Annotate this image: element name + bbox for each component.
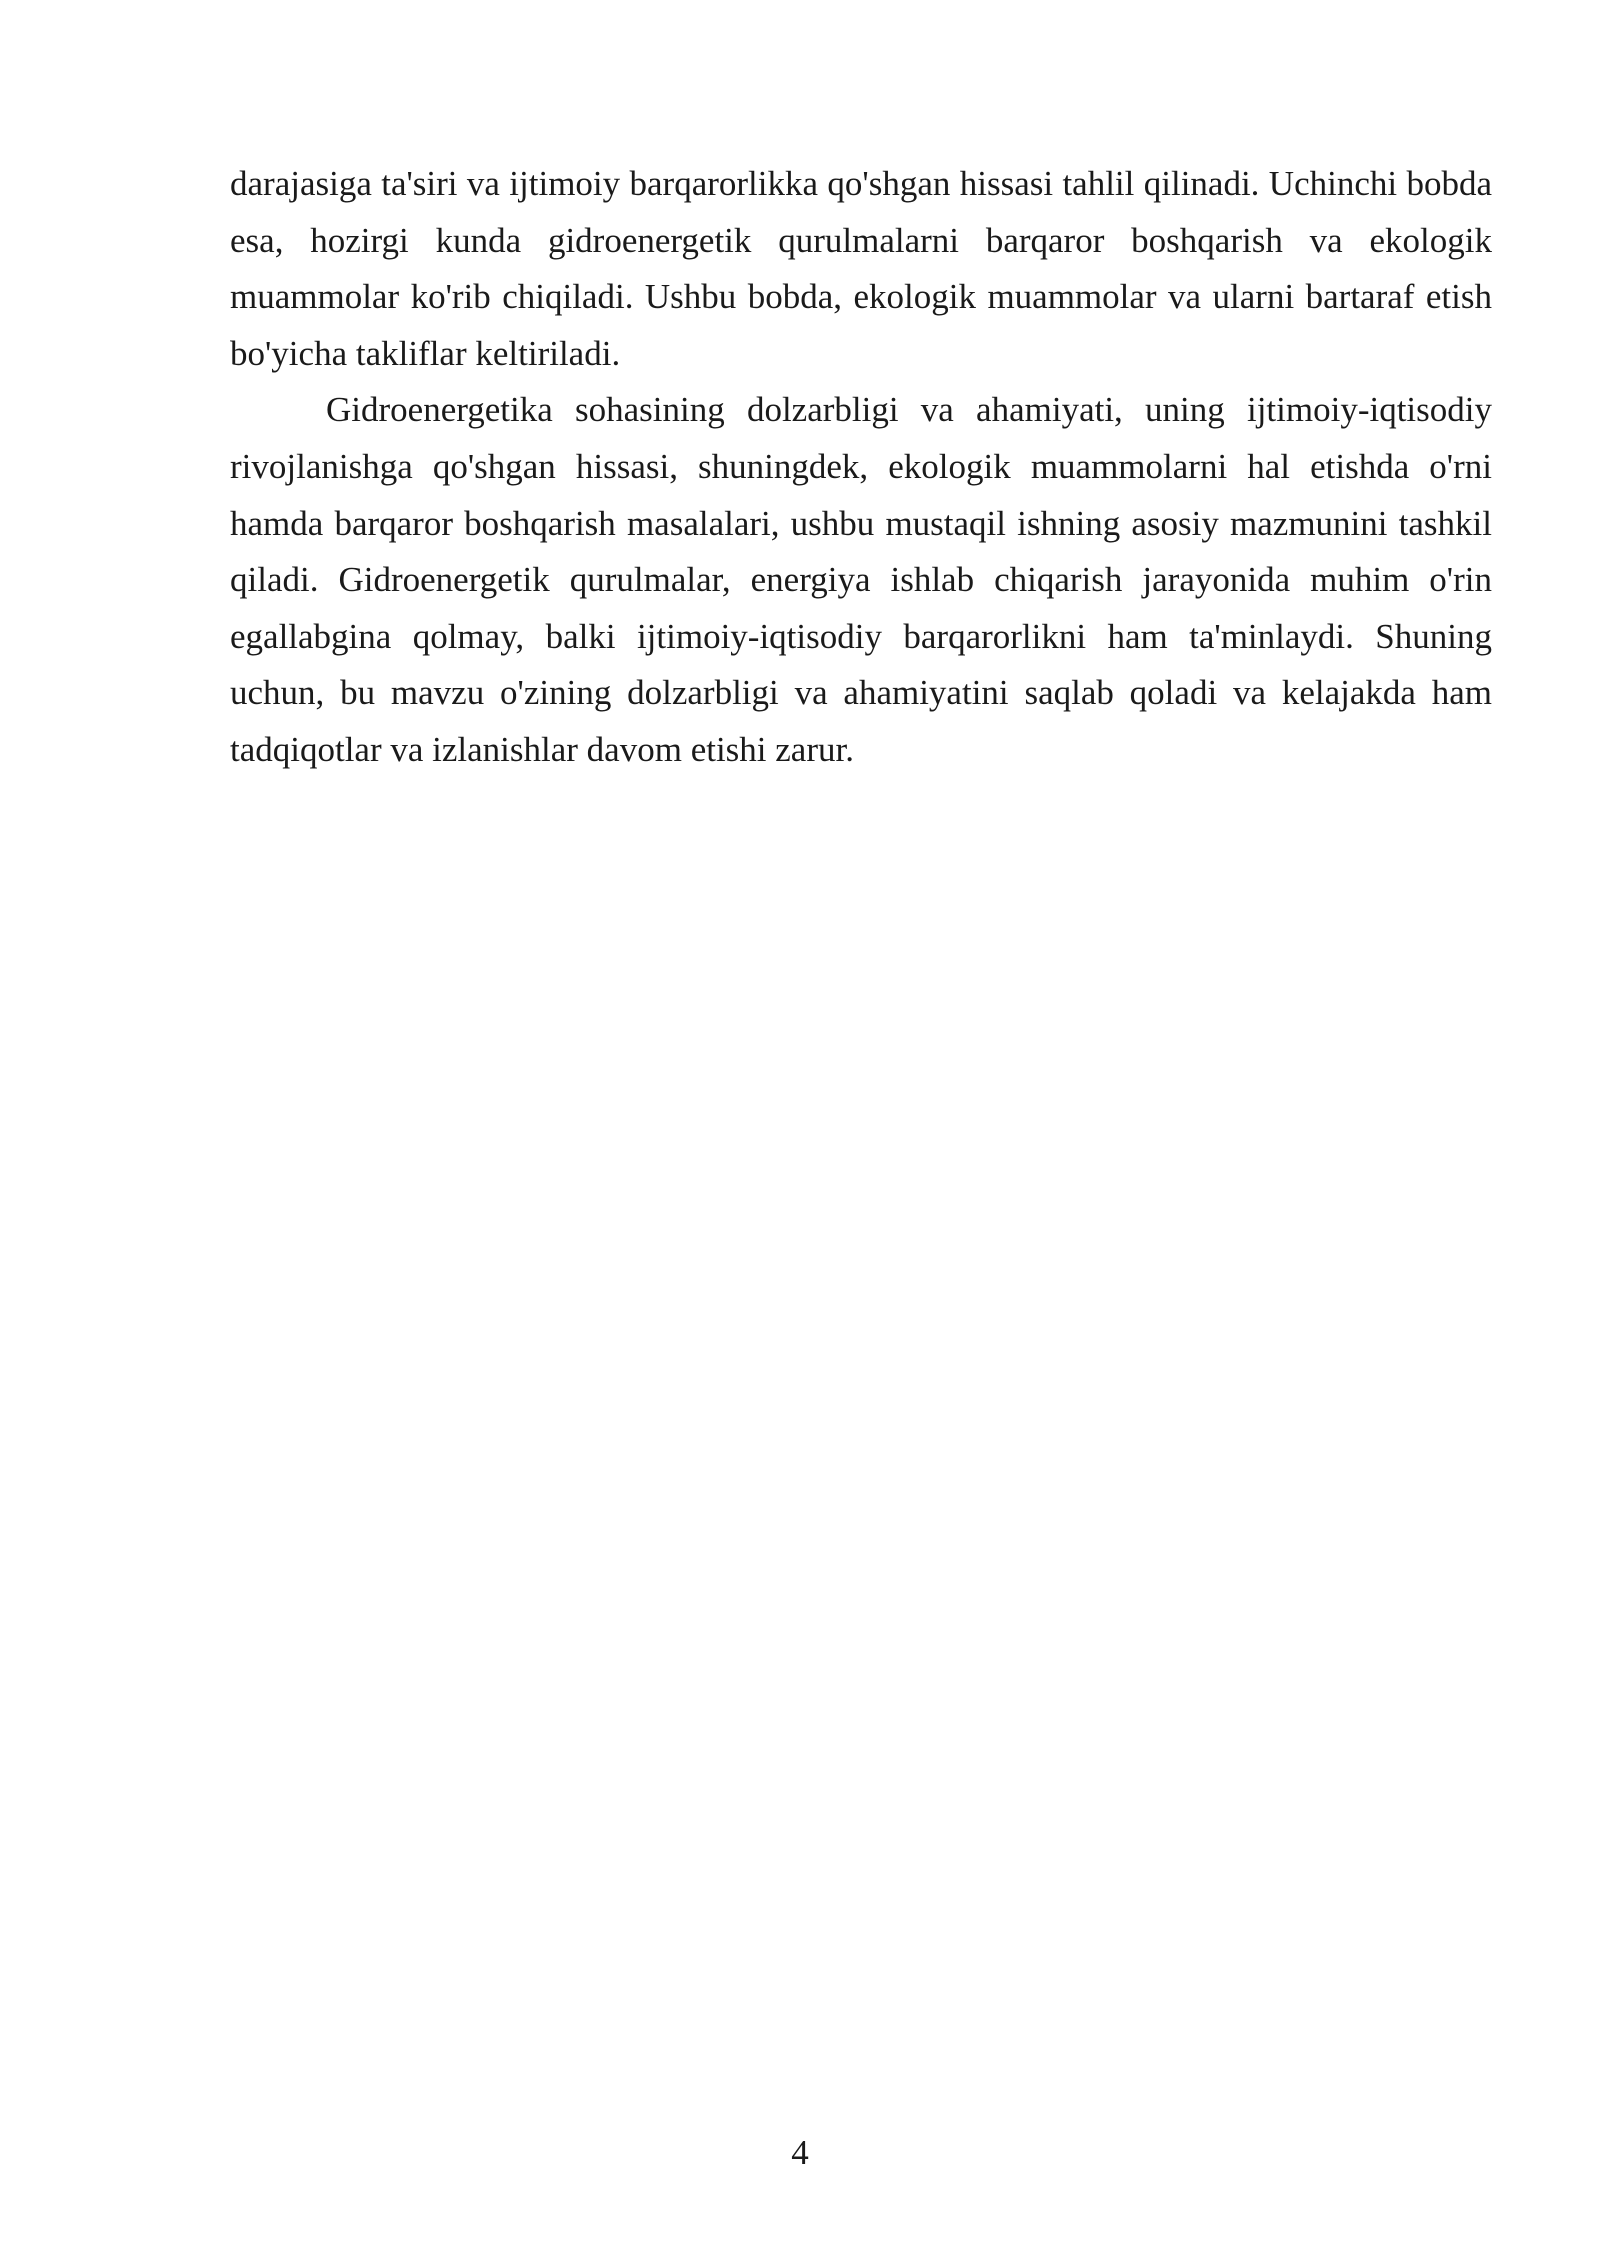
page-body (230, 156, 1492, 779)
paragraph-continued: darajasiga ta'siri va ijtimoiy barqarorlikka qo'shgan hissasi tahlil qilinadi. Uchinchi bobda esa, hozirgi kunda gidroenergetik qurulmalarni barqaror boshqarish va ekologik muammolar ko'rib chiqiladi. Ushbu bobda, ekologik muammolar va ularni bartaraf etish bo'yicha takliflar keltiriladi. (230, 164, 1492, 373)
page-number: 4 (791, 2133, 809, 2172)
paragraph-main-content: Gidroenergetika sohasining dolzarbligi va ahamiyati, uning ijtimoiy-iqtisodiy rivojlanishga qo'shgan hissasi, shuningdek, ekologik muammolarni hal etishda o'rni hamda barqaror boshqarish masalalari, ushbu mustaqil ishning asosiy mazmunini tashkil qiladi. Gidroenergetik qurulmalar, energiya ishlab chiqarish jarayonida muhim o'rin egallabgina qolmay, balki ijtimoiy-iqtisodiy barqarorlikni ham ta'minlaydi. Shuning uchun, bu mavzu o'zining dolzarbligi va ahamiyatini saqlab qoladi va kelajakda ham tadqiqotlar va izlanishlar davom etishi zarur. (230, 390, 1492, 769)
